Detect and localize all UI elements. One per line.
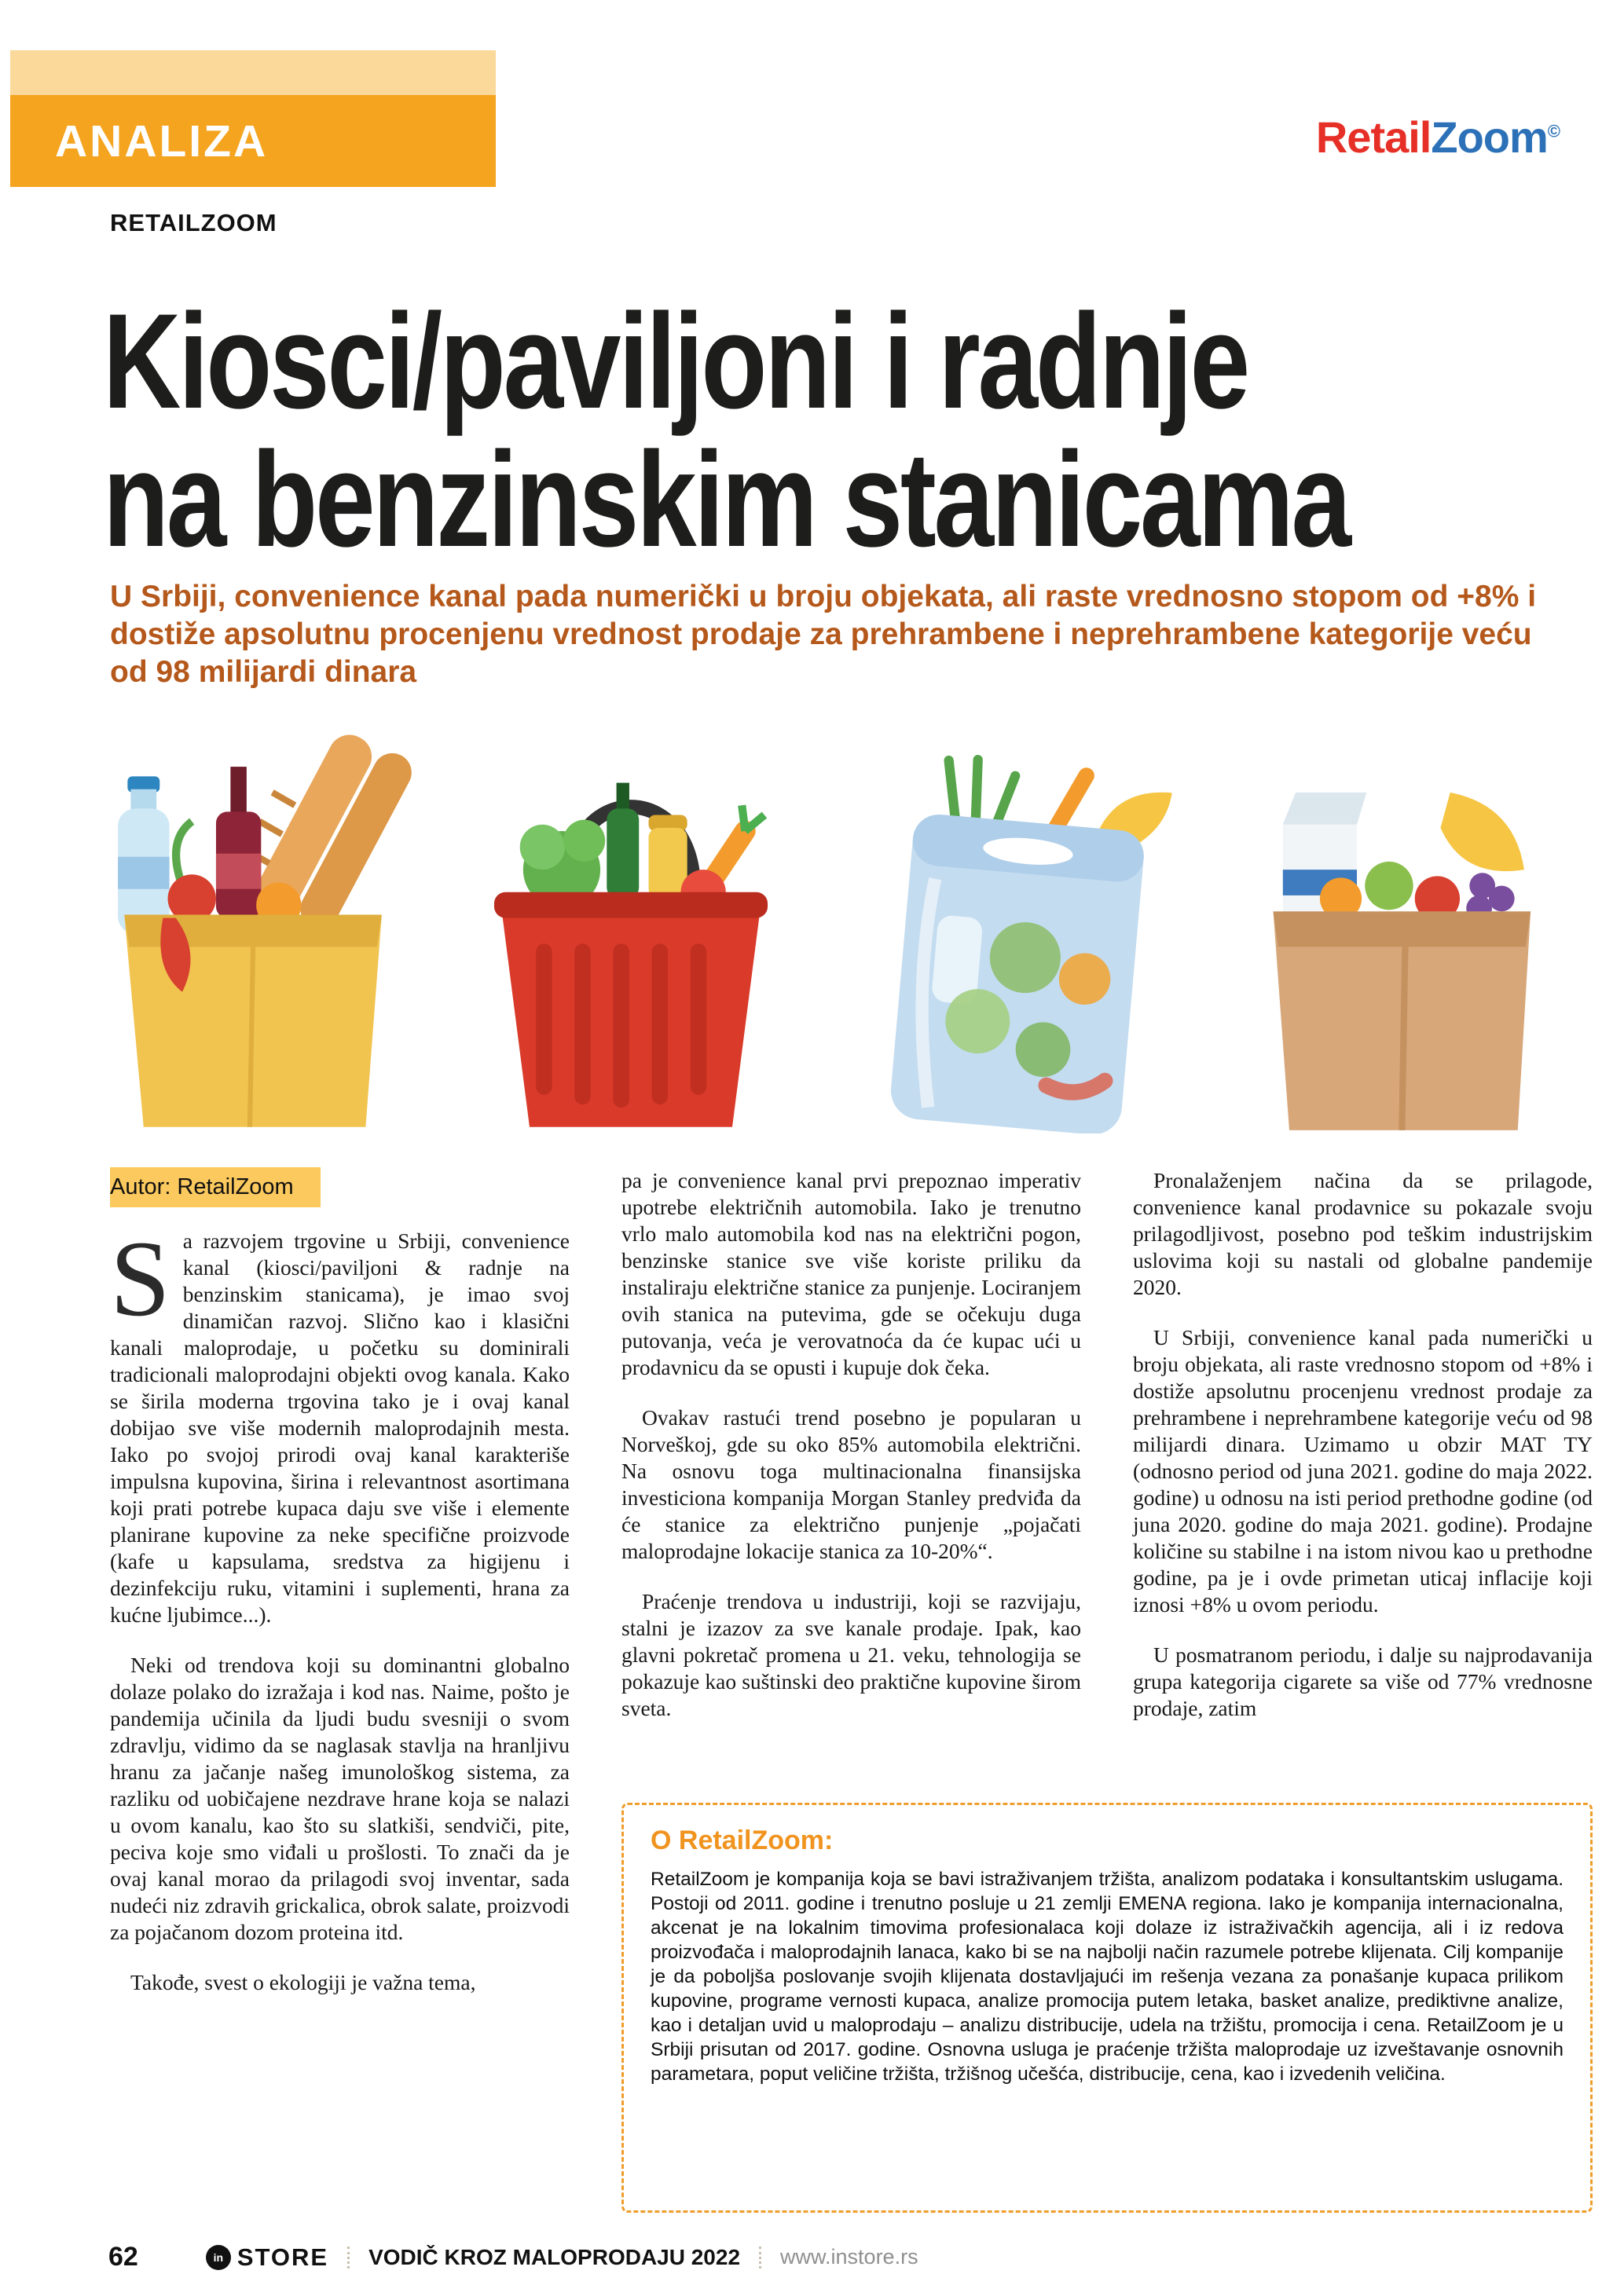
paragraph: pa je convenience kanal prvi prepoznao imperativ upotrebe električnih automobila. Iako je trenutno vrlo malo automobila kod nas na električni pogon, benzinske stanice sve više koriste priliku da instaliraju električne stanice za punjenje. Lociranjem ovih stanica na putevima, gde se očekuju duga putovanja, veća je verovatnoća da će kupac ući u prodavnicu da se opusti i kupuje dok čeka. (621, 1168, 1081, 1379)
footer-divider (347, 2247, 350, 2269)
brown-paper-bag-icon (1222, 731, 1560, 1133)
red-shopping-basket-icon (462, 731, 800, 1133)
kicker: RETAILZOOM (110, 209, 277, 236)
water-bottle (118, 776, 170, 934)
article-column-1 (110, 1167, 570, 2228)
website-link[interactable]: www.instore.rs (780, 2245, 918, 2269)
infobox-title: O RetailZoom: (651, 1825, 834, 1855)
logo-zoom-text: Zoom (1431, 112, 1548, 162)
paragraph: Takođe, svest o ekologiji je važna tema, (130, 1970, 476, 1994)
footer-divider (759, 2247, 761, 2269)
carrot (1056, 774, 1087, 830)
page-number: 62 (108, 2242, 138, 2272)
yellow-jar (649, 815, 687, 899)
bananas (1440, 793, 1523, 871)
paragraph-text: a razvojem trgovine u Srbiji, convenience kanal (kiosci/paviljoni & radnje na benzinskim stanicama), je imao svoj dinamičan razvoj. Slično kao i klasični kanali maloprodaje, u početku su dominirali tradicionali maloprodajni objekti ovog kanala. Kako se širila moderna trgovina tako je i ovaj kanal dobijao sve više modernih maloprodajnih mesta. Iako po svojoj prirodi ovaj kanal karakteriše impulsna kupovina, širina i relevantnost asortimana koji prati potrebe kupaca daju sve više i elemente planirane kupovine za neke specifične proizvode (kafe u kapsulama, sredstva za higijenu i dezinfekciju ruku, vitamini i suplementi, hrana za kućne ljubimce...). (110, 1229, 570, 1627)
intro-paragraph: U Srbiji, convenience kanal pada numerički u broju objekata, ali raste vrednosno stopom od +8% i dostiže apsolutnu procenjenu vrednost prodaje za prehrambene i neprehrambene kategorije veću od 98 milijardi dinara (110, 580, 1537, 689)
copyright-icon: © (1547, 121, 1560, 141)
headline-line-1: Kiosci/paviljoni i radnje (103, 286, 1248, 437)
paper-bag (1274, 911, 1531, 1130)
author-label: Autor: RetailZoom (110, 1167, 321, 1207)
paragraph: Neki od trendova koji su dominantni globalno dolaze polako do izražaja i kod nas. Naime, pošto je pandemija učinila da ljudi budu svesniji o svom zdravlju, vidimo da se naglasak stavlja na hranljivu hranu za jačanje našeg imunološkog sistema, za razliku od uobičajene nezdrave hrane koja se nalazi u ovom kanalu, kao što su slatkiši, sendviči, pite, peciva koje smo viđali u prošlosti. To znači da je ovaj kanal morao da prilagodi svoj inventar, sada nudeći niz zdravih grickalica, obrok salate, proizvodi za pojačanom dozom proteina itd. (110, 1653, 570, 1944)
store-logo (206, 2243, 328, 2272)
logo-retail-text: Retail (1315, 112, 1432, 162)
guide-title: VODIČ KROZ MALOPRODAJU 2022 (368, 2244, 741, 2269)
paragraph: U posmatranom periodu, i dalje su najprodavanija grupa kategorija cigarete sa više od 77% vrednosne prodaje, zatim (1133, 1642, 1593, 1720)
section-band (10, 95, 496, 187)
paragraph: U Srbiji, convenience kanal pada numerički u broju objekata, ali raste vrednosno stopom od +8% i dostiže apsolutnu procenjenu vrednost prodaje za prehrambene i neprehrambene kategorije veću od 98 milijardi dinara. Uzimamo u obzir MAT TY (odnosno period od juna 2021. godine do maja 2022. godine) u odnosu na isti period prethodne godine (od juna 2020. godine do maja 2021. godine). Prodajne količine su stabilne i na istom nivou kao u prethodne godine, pa je i ovde primetan uticaj inflacije koji iznosi +8% u ovom periodu. (1133, 1325, 1593, 1617)
yellow-grocery-bag-icon (82, 731, 420, 1133)
section-label: ANALIZA (55, 115, 269, 167)
paragraph: Ovakav rastući trend posebno je popularan u Norveškoj, gde su oko 85% automobila električni. Na osnovu toga multinacionalna finansijska investiciona kompanija Morgan Stanley predviđa da će stanice za električno punjenje „pojačati maloprodajne lokacije stanica za 10-20%“. (621, 1405, 1081, 1563)
headline-line-2: na benzinskim stanicama (103, 424, 1349, 575)
paragraph: Pronalaženjem načina da se prilagode, convenience kanal prodavnice su pokazale svoju prilagodljivost, posebno pod teškim industrijskim uslovima koji su nastali od globalne pandemije 2020. (1133, 1168, 1593, 1299)
store-brand-text: STORE (236, 2243, 329, 2271)
wine-bottle (216, 767, 261, 917)
page-footer (108, 2242, 1560, 2272)
basket-body (494, 892, 768, 1127)
blue-grocery-bag-icon (842, 731, 1180, 1133)
illustration-band (82, 705, 1560, 1133)
instore-circle-icon: in (206, 2245, 231, 2270)
dropcap: S (110, 1218, 170, 1338)
headline (103, 286, 1624, 575)
retailzoom-logo (1316, 112, 1560, 163)
infobox-body: RetailZoom je kompanija koja se bavi istraživanjem tržišta, analizom podataka i konsultantskim uslugama. Postoji od 2011. godine i trenutno posluje u 21 zemlji EMENA regiona. Iako je kompanija internacionalna, akcenat je na lokalnim timovima profesionalaca koji dolaze iz istraživačkih agencija, ali i iz redova proizvođača i maloprodajnih lanaca, kako bi se na najbolji način razumele potrebe klijenata. Cilj kompanije je da poboljša poslovanje svojih klijenata dostavljajući im rešenja vezana za ponašanje kupaca prilikom kupovine, programe vernosti kupaca, analize promocija putem letaka, basket analize, prediktivne analize, kao i detaljan uvid u maloprodaju – analizu distribucije, udela na tržištu, promocija i cena. RetailZoom je u Srbiji prisutan od 2017. godine. Osnovna usluga je praćenje tržišta maloprodaje uz izveštavanje osnovnih parametara, poput veličine tržišta, tržišnog učešća, distribucije, cena, kao i izvedenih veličina. (651, 1869, 1564, 2085)
green-apple (1365, 862, 1413, 910)
paragraph (110, 1218, 570, 1628)
retailzoom-infobox (621, 1803, 1593, 2213)
paragraph: Praćenje trendova u industriji, koji se razvijaju, stalni je izazov za sve kanale prodaje. Ipak, kao glavni pokretač promena u 21. veku, tehnologija se pokazuje kao suštinski deo praktične kupovine širom sveta. (621, 1589, 1081, 1720)
